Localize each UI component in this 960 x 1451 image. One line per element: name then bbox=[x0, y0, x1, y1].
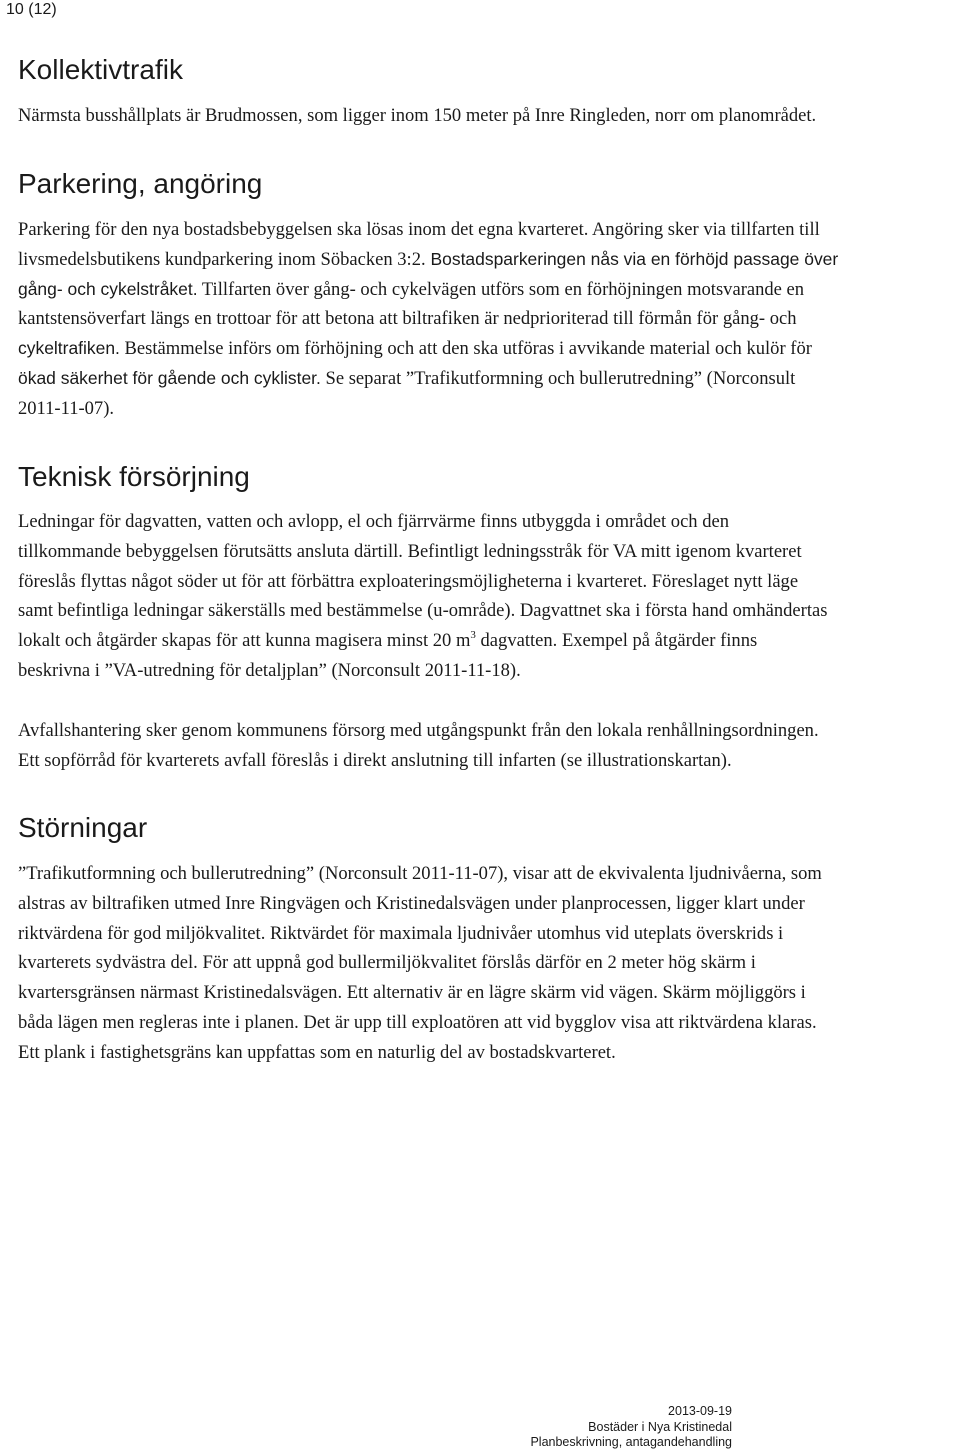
heading-storningar: Störningar bbox=[18, 812, 148, 843]
footer-date: 2013-09-19 bbox=[668, 1404, 732, 1418]
text-line: ”Trafikutformning och bullerutredning” (Norconsult 2011-11-07), visar att de ekvivalenta ljudnivåerna, som bbox=[18, 863, 822, 884]
text-segment: lokalt och åtgärder skapas för att kunna magisera minst 20 m bbox=[18, 630, 471, 652]
text-segment: livsmedelsbutikens kundparkering inom Söbacken 3:2. bbox=[18, 248, 426, 270]
text-segment: cykeltrafiken. bbox=[18, 338, 120, 359]
text-segment: Bestämmelse införs om förhöjning och att den ska utföras i avvikande material och kulör för bbox=[119, 338, 812, 360]
text-segment: Tillfarten över gång- och cykelvägen utförs som en förhöjningen motsvarande en bbox=[197, 278, 805, 300]
para-teknisk-2 bbox=[18, 716, 958, 776]
text-line bbox=[18, 364, 956, 394]
text-line: Avfallshantering sker genom kommunens försorg med utgångspunkt från den lokala renhållningsordningen. bbox=[18, 720, 819, 741]
footer-doc-type: Planbeskrivning, antagandehandling bbox=[530, 1435, 732, 1450]
page-footer bbox=[530, 1404, 732, 1451]
text-segment: Se separat ”Trafikutformning och bullerutredning” (Norconsult bbox=[320, 367, 796, 389]
text-line bbox=[18, 334, 956, 364]
text-line: föreslås flyttas något söder ut för att förbättra exploateringsmöjligheterna i kvarteret. Föreslaget nytt läge bbox=[18, 570, 799, 592]
text-line: samt befintliga ledningar säkerställs med bestämmelse (u-område). Dagvattnet ska i första hand omhändertas bbox=[18, 600, 828, 622]
text-segment: ökad säkerhet för gående och cyklister. bbox=[18, 367, 321, 388]
heading-kollektivtrafik: Kollektivtrafik bbox=[18, 54, 183, 85]
text-line bbox=[18, 626, 956, 656]
text-line: Ledningar för dagvatten, vatten och avlopp, el och fjärrvärme finns utbyggda i området och den bbox=[18, 511, 730, 532]
text-line: kvarterets sydvästra del. För att uppnå god bullermiljökvalitet förslås därför en 2 meter hög skärm i bbox=[18, 952, 756, 974]
text-line: alstras av biltrafiken utmed Inre Ringvägen och Kristinedalsvägen under planprocessen, ligger klart under bbox=[18, 892, 805, 914]
para-storningar bbox=[18, 859, 958, 1068]
text-line bbox=[18, 275, 956, 305]
para-parkering bbox=[18, 215, 958, 424]
text-line bbox=[18, 245, 956, 275]
text-line: Ett sopförråd för kvarterets avfall föreslås i direkt anslutning till infarten (se illustrationskartan). bbox=[18, 749, 732, 771]
text-line: Närmsta busshållplats är Brudmossen, som ligger inom 150 meter på Inre Ringleden, norr om planområdet. bbox=[18, 105, 817, 126]
text-line: Parkering för den nya bostadsbebyggelsen ska lösas inom det egna kvarteret. Angöring sker via tillfarten till bbox=[18, 219, 820, 240]
para-kollektivtrafik bbox=[18, 101, 958, 131]
text-segment: gång- och cykelstråket. bbox=[18, 278, 198, 299]
page-number: 10 (12) bbox=[6, 1, 57, 18]
text-line: båda lägen men regleras inte i planen. Det är upp till exploatören att vid bygglov visa att riktvärdena klaras. bbox=[18, 1011, 817, 1033]
text-line: kvartersgränsen närmast Kristinedalsvägen. Ett alternativ är en lägre skärm vid vägen. Skärm möjliggörs i bbox=[18, 982, 806, 1004]
text-segment: Bostadsparkeringen nås via en förhöjd passage över bbox=[425, 248, 839, 269]
text-line: tillkommande bebyggelsen förutsätts ansluta därtill. Befintligt ledningsstråk för VA mitt igenom kvarteret bbox=[18, 540, 802, 562]
text-segment: dagvatten. Exempel på åtgärder finns bbox=[475, 630, 758, 652]
text-line: kantstensöverfart längs en trottoar för att betona att biltrafiken är nedprioriterad till förmån för gång- och bbox=[18, 308, 797, 330]
text-line: 2011-11-07). bbox=[18, 397, 115, 419]
superscript: 3 bbox=[470, 629, 476, 642]
footer-project: Bostäder i Nya Kristinedal bbox=[588, 1419, 732, 1434]
text-line: Ett plank i fastighetsgräns kan uppfattas som en naturlig del av bostadskvarteret. bbox=[18, 1041, 616, 1063]
text-line: riktvärdena för god miljökvalitet. Riktvärdet för maximala ljudnivåer utomhus vid uteplats överskrids i bbox=[18, 922, 784, 944]
text-line: beskrivna i ”VA-utredning för detaljplan” (Norconsult 2011-11-18). bbox=[18, 659, 521, 681]
para-teknisk-1 bbox=[18, 507, 958, 686]
heading-parkering: Parkering, angöring bbox=[18, 168, 263, 199]
heading-teknisk: Teknisk försörjning bbox=[18, 461, 250, 492]
